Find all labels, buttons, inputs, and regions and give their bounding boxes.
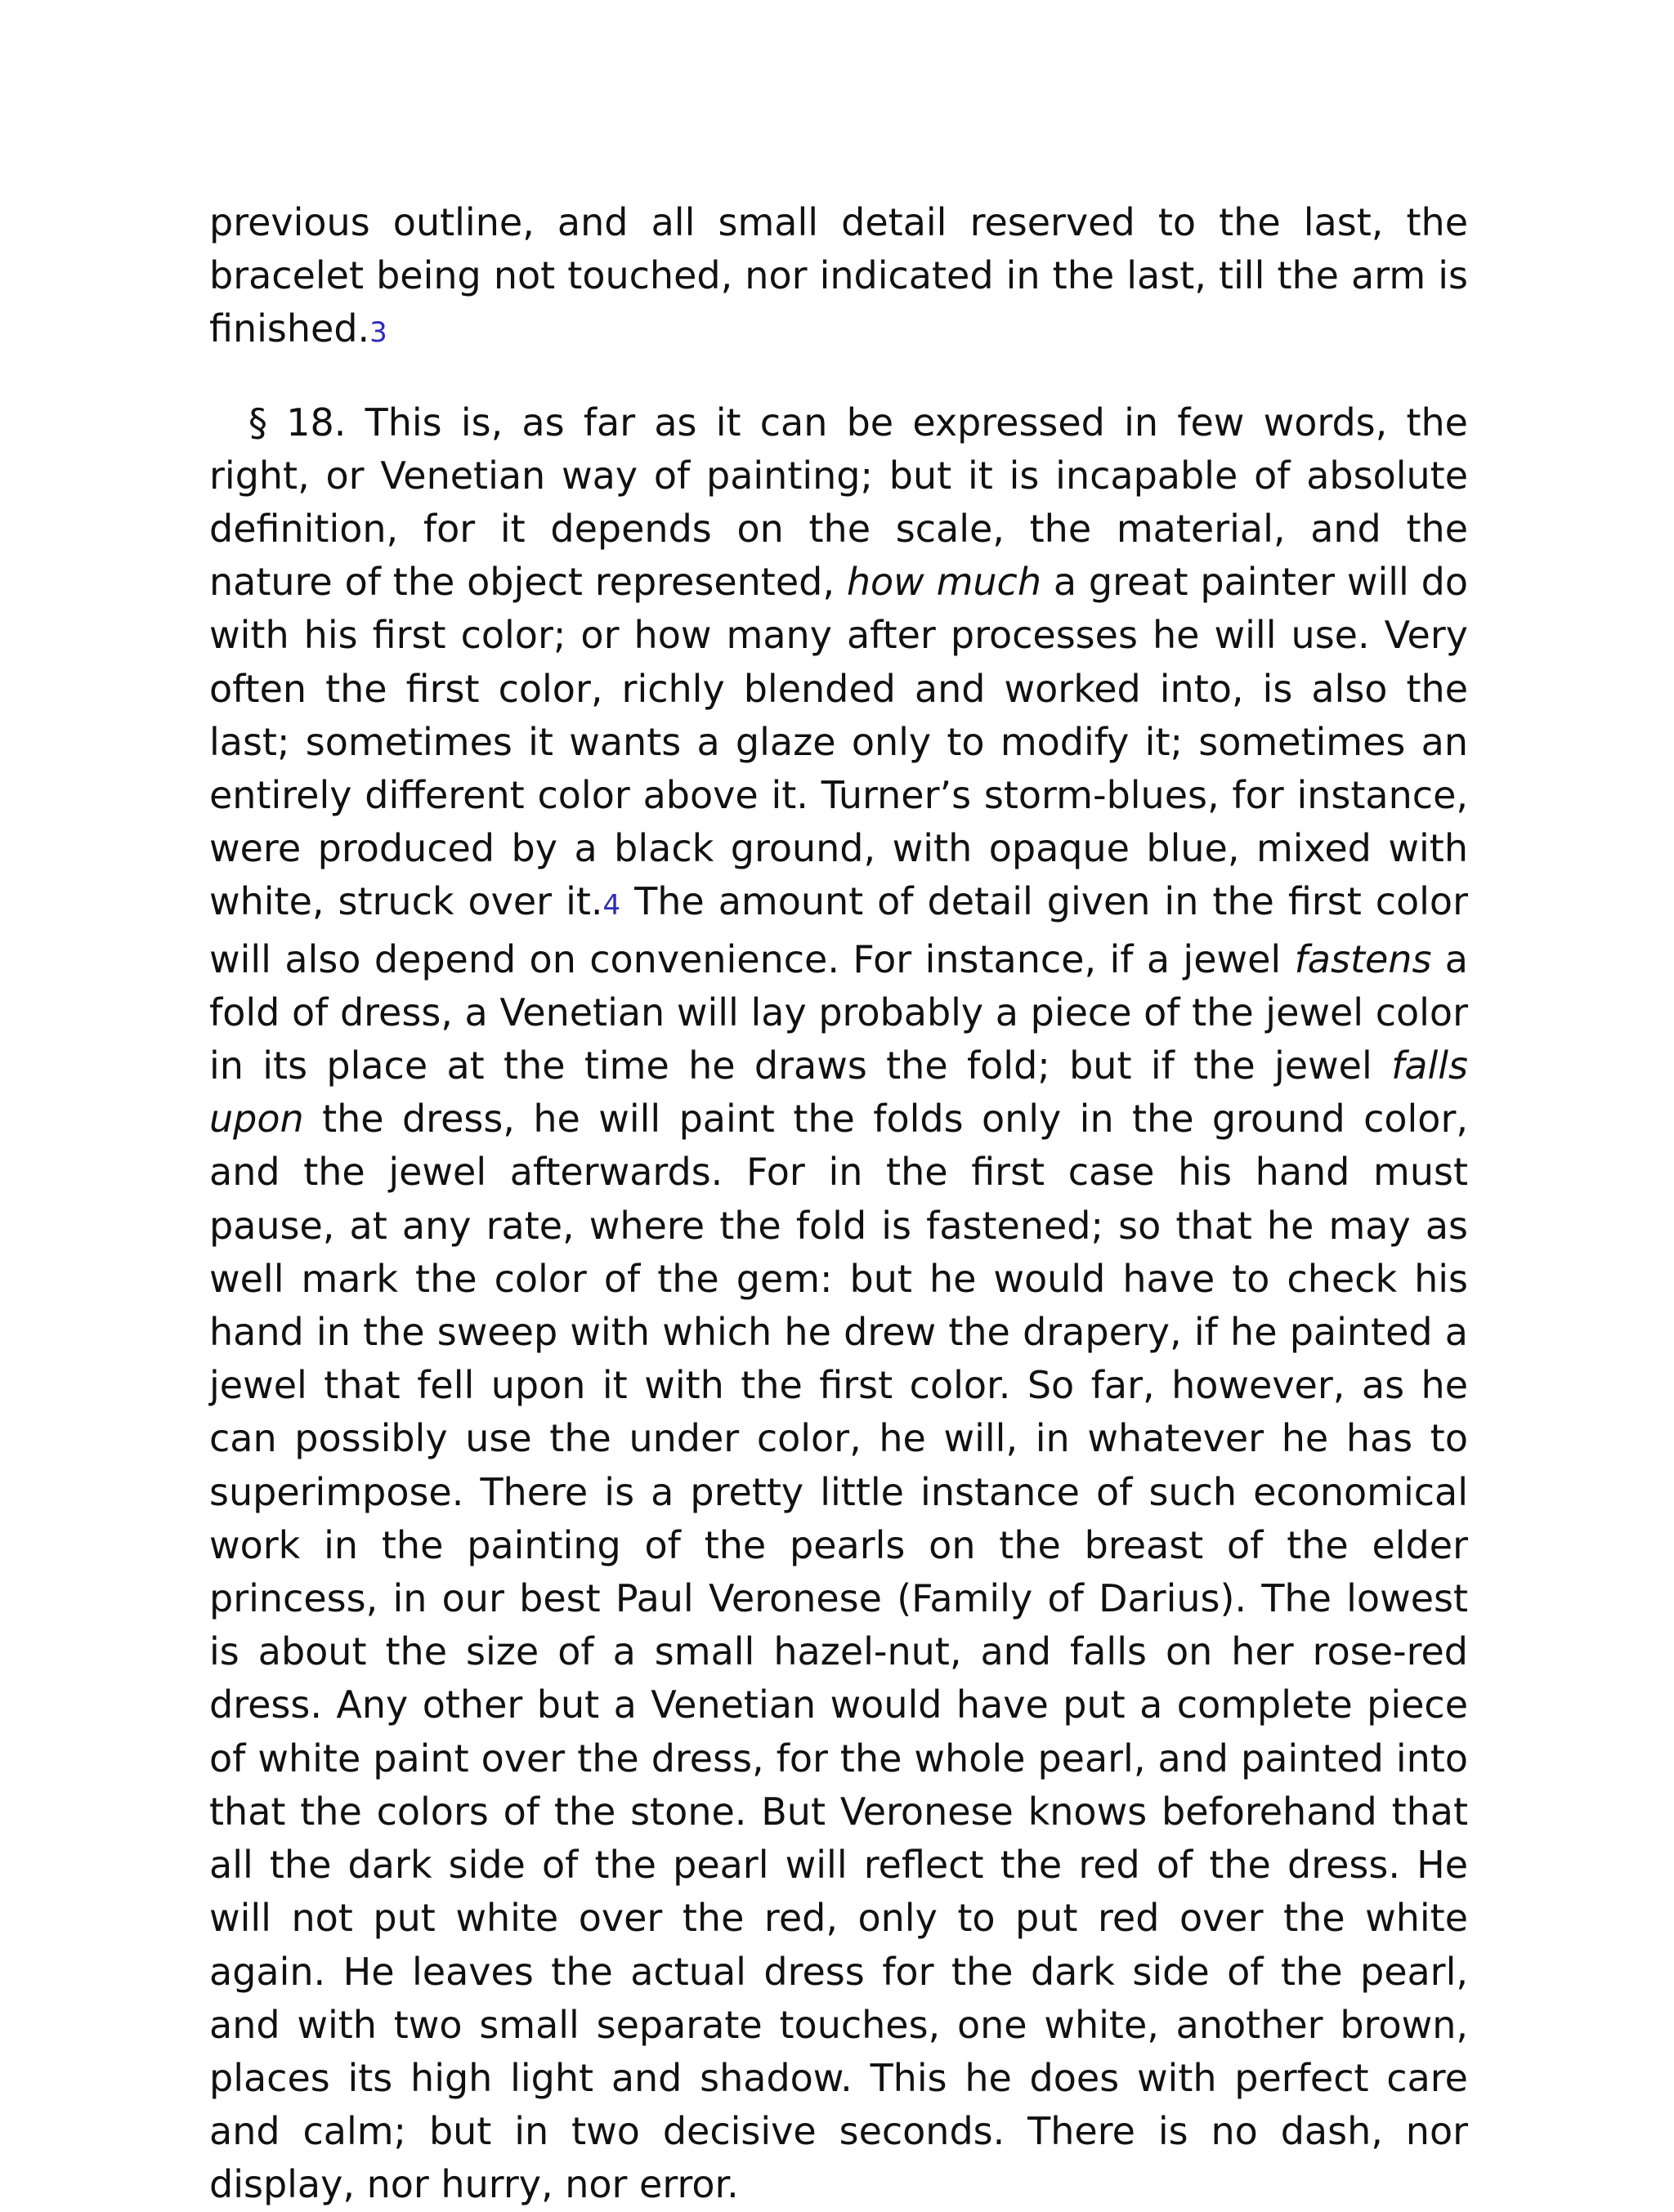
emphasis-text: how much [846,560,1042,605]
paragraph-text: the dress, he will paint the folds only in the ground color, and the jewel afterwards. For in the first case his hand must pause, at any rate, where the fold is fastened; so that he may as well mark the color of the gem: but he would have to check his hand in the sweep with which he drew the drapery, if he painted a jewel that fell upon it with the first color. So far, however, as he can possibly use the under color, he will, in whatever he has to superimpose. There is a pretty little instance of such economical work in the painting of the pearls on the breast of the elder princess, in our best Paul Veronese (Family of Darius). The lowest is about the size of a small hazel-nut, and falls on her rose-red dress. Any other but a Venetian would have put a complete piece of white paint over the dress, for the whole pearl, and painted into that the colors of the stone. But Veronese knows beforehand that all the dark side of the pearl will reflect the red of the dress. He will not put white over the red, only to put red over the white again. He leaves the actual dress for the dark side of the pearl, and with two small separate touches, one white, another brown, places its high light and shadow. This he does with perfect care and calm; but in two decisive seconds. There is no dash, nor display, nor hurry, nor error. [209,1097,1468,2207]
page-body [209,196,1468,2212]
paragraph-section-18 [209,396,1468,2212]
paragraph-continuation [209,196,1468,360]
paragraph-text: previous outline, and all small detail reserved to the last, the bracelet being not touched, nor indicated in the last, till the arm is finished. [209,200,1468,351]
footnote-link[interactable]: 4 [602,889,621,923]
paragraph-text: The amount of detail given in the first color will also depend on convenience. For instance, if a jewel [209,879,1468,981]
paragraph-text: a fold of dress, a Venetian will lay probably a piece of the jewel color in its place at the time he draws the fold; but if the jewel [209,936,1468,1088]
emphasis-text: falls upon [209,1043,1468,1142]
footnote-link[interactable]: 3 [369,316,387,350]
paragraph-text: a great painter will do with his first color; or how many after processes he will use. Very often the first color, richly blended and worked into, is also the last; sometimes it wants a glaze only to modify it; sometimes an entirely different color above it. Turner’s storm-blues, for instance, were produced by a black ground, with opaque blue, mixed with white, struck over it. [209,560,1469,924]
paragraph-text: § 18. This is, as far as it can be expressed in few words, the right, or Venetian way of painting; but it is incapable of absolute definition, for it depends on the scale, the material, and the nature of the object represented, [209,400,1468,605]
emphasis-text: fastens [1294,936,1432,981]
